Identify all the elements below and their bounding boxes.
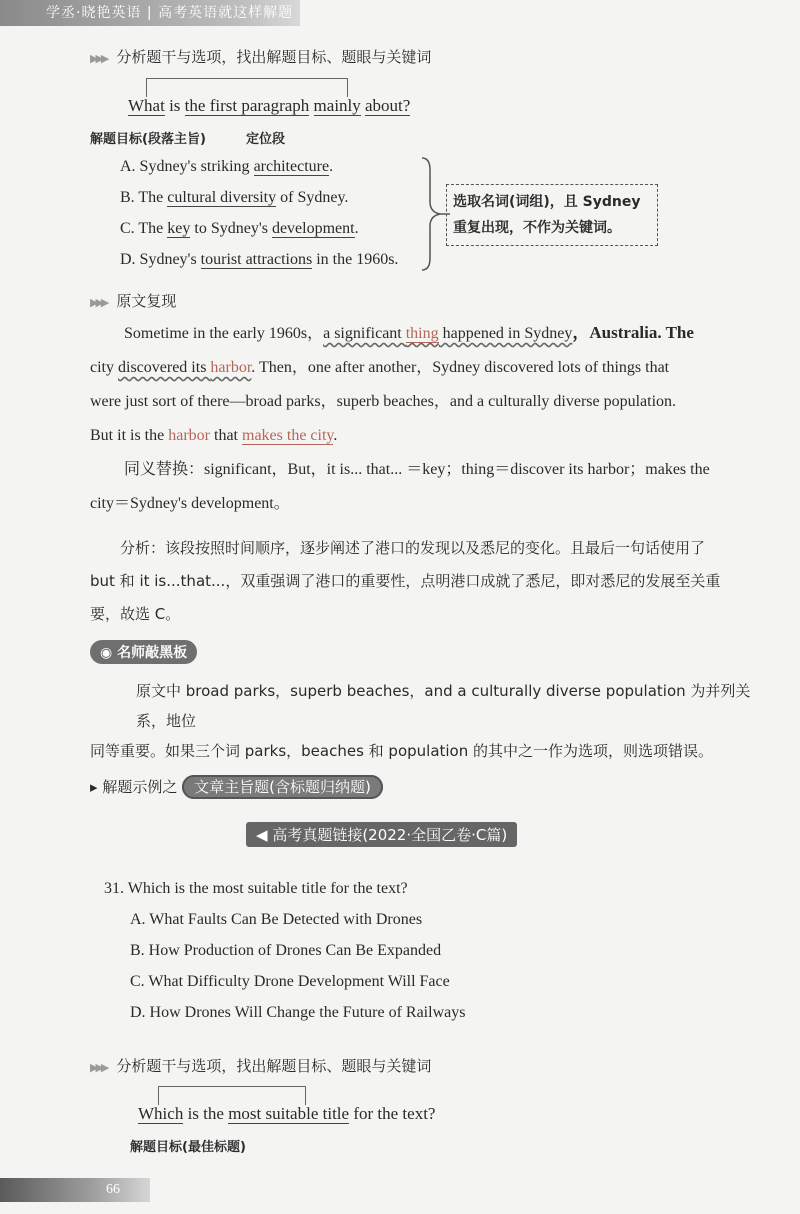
analysis <box>90 532 780 631</box>
question-bracket <box>158 1086 306 1105</box>
analysis-line: 要，故选 C。 <box>90 605 181 623</box>
opt-keyword: tourist attractions <box>200 251 313 268</box>
section-heading <box>90 46 431 67</box>
option-b <box>120 189 348 207</box>
opt-text: to Sydney's <box>190 220 272 237</box>
q-key-phrase: the first paragraph <box>184 96 310 115</box>
opt-text: . <box>354 220 359 237</box>
arrow-icon: ◀ <box>256 826 268 844</box>
triple-arrow-icon: ▶▶▶ <box>90 52 107 65</box>
text: happened in Sydney <box>438 325 573 342</box>
opt-text: in the 1960s. <box>312 251 399 268</box>
text: a significant <box>323 325 406 342</box>
option-d <box>120 251 398 269</box>
opt-text: D. Sydney's <box>120 251 201 268</box>
text: city <box>90 359 118 376</box>
q-word: is <box>169 96 181 115</box>
wavy-phrase <box>323 325 572 343</box>
note-line: 选取名词(词组)，且 Sydney <box>453 194 641 210</box>
opt-keyword: key <box>167 220 191 237</box>
text: But it is the <box>90 427 169 444</box>
text: . Then，one after another，Sydney discovered lots of things that <box>251 359 670 376</box>
passage-line <box>90 419 780 453</box>
option-a <box>120 158 333 176</box>
text: for the text? <box>349 1104 436 1123</box>
opt-text: . <box>329 158 334 175</box>
header-bar <box>0 0 300 26</box>
q31-option-c: C. What Difficulty Drone Development Will Face <box>130 973 450 990</box>
option-c <box>120 220 359 238</box>
wavy-phrase <box>118 359 251 376</box>
tip-content <box>90 676 780 766</box>
text: is the <box>183 1104 229 1123</box>
q-word-what: What <box>128 96 165 115</box>
tip-line: 原文中 broad parks，superb beaches，and a culturally diverse population 为并列关系，地位 <box>136 682 751 730</box>
triangle-icon: ▸ <box>90 778 98 796</box>
opt-keyword: cultural diversity <box>167 189 277 206</box>
text: Sometime in the early 1960s， <box>124 325 324 342</box>
analysis-line: but 和 it is...that...，双重强调了港口的重要性，点明港口成就了悉尼，即对悉尼的发展至关重 <box>90 572 721 590</box>
highlight-word: thing <box>405 325 439 342</box>
note-box <box>446 184 658 246</box>
banner-text: 高考真题链接(2022·全国乙卷·C篇) <box>272 826 508 844</box>
original-passage <box>90 316 780 521</box>
page-number: 66 <box>106 1182 120 1197</box>
q-word-about: about? <box>365 96 411 115</box>
question-31: 31. Which is the most suitable title for the text? <box>104 880 408 897</box>
triple-arrow-icon: ▶▶▶ <box>90 1061 107 1074</box>
opt-keyword: development <box>271 220 355 237</box>
exam-banner <box>246 822 517 847</box>
section-heading <box>90 290 176 311</box>
opt-keyword: architecture <box>253 158 330 175</box>
opt-text: B. The <box>120 189 168 206</box>
opt-text: C. The <box>120 220 168 237</box>
example-label <box>90 776 383 797</box>
locate-label: 定位段 <box>246 132 286 147</box>
teacher-tip-badge <box>90 640 197 664</box>
q31-option-d: D. How Drones Will Change the Future of Railways <box>130 1004 466 1021</box>
highlight-phrase: makes the city <box>242 427 334 444</box>
example-text: 解题示例之 <box>102 778 178 796</box>
text: that <box>210 427 242 444</box>
text: discovered its <box>118 359 211 376</box>
section-heading <box>90 1055 431 1076</box>
q-key-phrase: most suitable title <box>228 1104 350 1123</box>
tip-line: 同等重要。如果三个词 parks，beaches 和 population 的其中之一作为选项，则选项错误。 <box>90 742 714 760</box>
q31-option-a: A. What Faults Can Be Detected with Drones <box>130 911 423 928</box>
highlight-word: harbor <box>168 427 210 444</box>
badge-label: 名师敲黑板 <box>117 645 188 661</box>
text: ，Australia. The <box>572 323 694 342</box>
q31-option-b: B. How Production of Drones Can Be Expanded <box>130 942 442 959</box>
question-line <box>128 96 410 116</box>
analysis-line: 分析：该段按照时间顺序，逐步阐述了港口的发现以及悉尼的变化。且最后一句话使用了 <box>120 539 706 557</box>
synonym-line: city＝Sydney's development。 <box>90 495 290 512</box>
synonym-line: 同义替换：significant，But，it is... that... ＝key；thing＝discover its harbor；makes the <box>124 461 710 478</box>
text: . <box>333 427 338 444</box>
triple-arrow-icon: ▶▶▶ <box>90 296 107 309</box>
goal-label: 解题目标(最佳标题) <box>130 1140 246 1155</box>
topic-pill: 文章主旨题(含标题归纳题) <box>182 775 383 799</box>
header-title: 学丞·晓艳英语 | 高考英语就这样解题 <box>46 5 294 21</box>
passage-line <box>90 316 780 351</box>
question-bracket <box>146 78 348 97</box>
chat-icon: ◉ <box>100 645 113 661</box>
q-word-mainly: mainly <box>313 96 361 115</box>
passage-line: were just sort of there—broad parks，superb beaches，and a culturally diverse population. <box>90 393 677 410</box>
q-word-which: Which <box>138 1104 184 1123</box>
heading-text: 分析题干与选项，找出解题目标、题眼与关键词 <box>116 48 432 66</box>
question-line <box>138 1104 435 1124</box>
note-line: 重复出现，不作为关键词。 <box>453 220 621 236</box>
opt-text: A. Sydney's striking <box>120 158 254 175</box>
goal-label: 解题目标(段落主旨) <box>90 132 206 147</box>
page-number-bar <box>0 1178 150 1202</box>
heading-text: 原文复现 <box>116 292 177 310</box>
passage-line <box>90 351 780 385</box>
heading-text: 分析题干与选项，找出解题目标、题眼与关键词 <box>116 1057 432 1075</box>
opt-text: of Sydney. <box>276 189 349 206</box>
highlight-word: harbor <box>210 359 252 376</box>
